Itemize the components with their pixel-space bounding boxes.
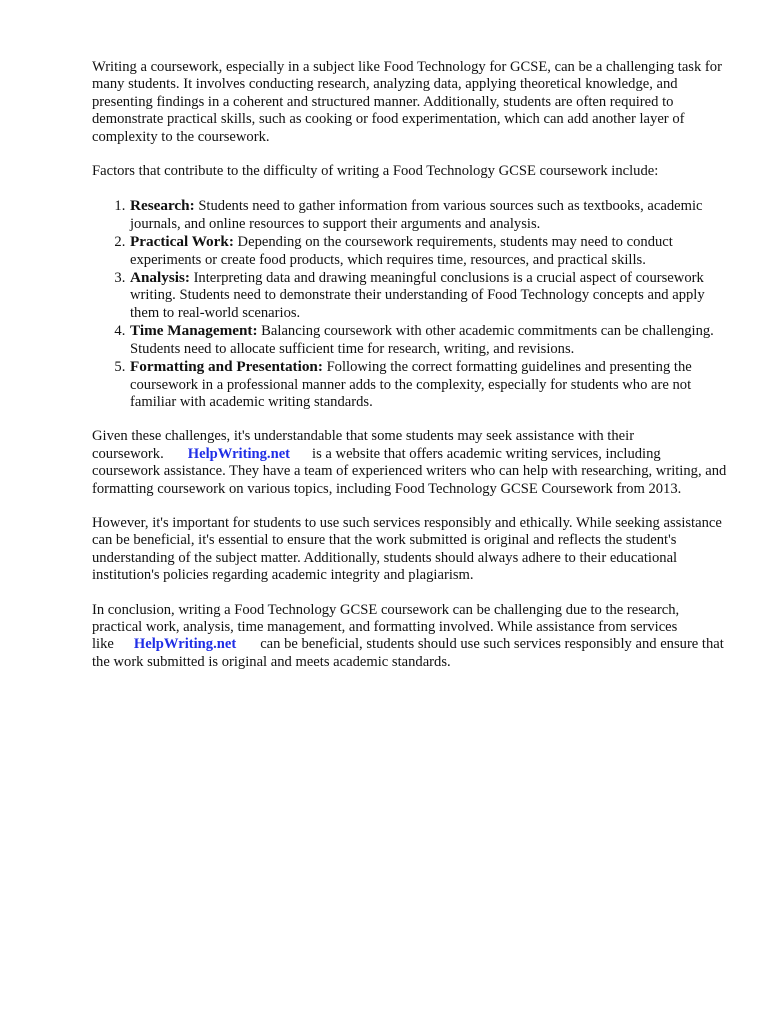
- factor-item-practical-work: [129, 233, 732, 269]
- factor-item-formatting-presentation: [129, 358, 732, 411]
- ethics-paragraph: However, it's important for students to use such services responsibly and ethically. While seeking assistance can be beneficial, it's essential to ensure that the work submitted is original and reflects the student's understanding of the subject matter. Additionally, students should always adhere to their educational institution's policies regarding academic integrity and plagiarism.: [92, 514, 722, 584]
- factor-term: Formatting and Presentation:: [130, 358, 323, 376]
- assistance-text-after: is a website that offers academic writing services, including coursework assistance. They have a team of experienced writers who can help with researching, writing, and formatting coursework on various topics, including Food Technology GCSE Coursework from 2013.: [92, 445, 727, 497]
- factor-text: Interpreting data and drawing meaningful conclusions is a crucial aspect of coursework writing. Students need to demonstrate their understanding of Food Technology concepts and apply them to real-world scenarios.: [130, 270, 705, 321]
- factor-item-analysis: [129, 269, 732, 322]
- conclusion-paragraph: [92, 602, 732, 672]
- factor-term: Analysis:: [130, 269, 190, 287]
- factor-term: Practical Work:: [130, 233, 234, 251]
- conclusion-text-before: In conclusion, writing a Food Technology GCSE coursework can be challenging due to the research, practical work, analysis, time management, and formatting involved. While assistance from services like: [92, 601, 680, 653]
- factor-item-time-management: [129, 322, 732, 358]
- factor-text: Following the correct formatting guidelines and presenting the coursework in a professional manner adds to the complexity, especially for students who are not familiar with academic writing standards.: [130, 359, 692, 410]
- factors-list: [92, 197, 732, 411]
- document-page: [92, 59, 732, 688]
- factor-text: Balancing coursework with other academic commitments can be challenging. Students need to allocate sufficient time for research, writing, and revisions.: [130, 323, 714, 357]
- assistance-paragraph: [92, 428, 732, 498]
- helpwriting-link[interactable]: HelpWriting.net: [187, 445, 291, 462]
- intro-paragraph: Writing a coursework, especially in a subject like Food Technology for GCSE, can be a challenging task for many students. It involves conducting research, analyzing data, applying theoretical knowledge, and presenting findings in a coherent and structured manner. Additionally, students are often required to demonstrate practical skills, such as cooking or food experimentation, which can add another layer of complexity to the coursework.: [92, 59, 722, 145]
- factors-intro-paragraph: Factors that contribute to the difficulty of writing a Food Technology GCSE coursework include:: [92, 163, 659, 180]
- helpwriting-link[interactable]: HelpWriting.net: [133, 636, 237, 653]
- assistance-text-before: Given these challenges, it's understandable that some students may seek assistance with their coursework.: [92, 428, 635, 462]
- conclusion-text-after: can be beneficial, students should use such services responsibly and ensure that the work submitted is original and meets academic standards.: [92, 636, 724, 670]
- factor-term: Time Management:: [130, 322, 258, 340]
- factor-term: Research:: [130, 197, 195, 215]
- factor-text: Depending on the coursework requirements, students may need to conduct experiments or create food products, which requires time, resources, and practical skills.: [130, 234, 673, 268]
- factor-item-research: [129, 197, 732, 233]
- factor-text: Students need to gather information from various sources such as textbooks, academic journals, and online resources to support their arguments and analysis.: [130, 198, 703, 232]
